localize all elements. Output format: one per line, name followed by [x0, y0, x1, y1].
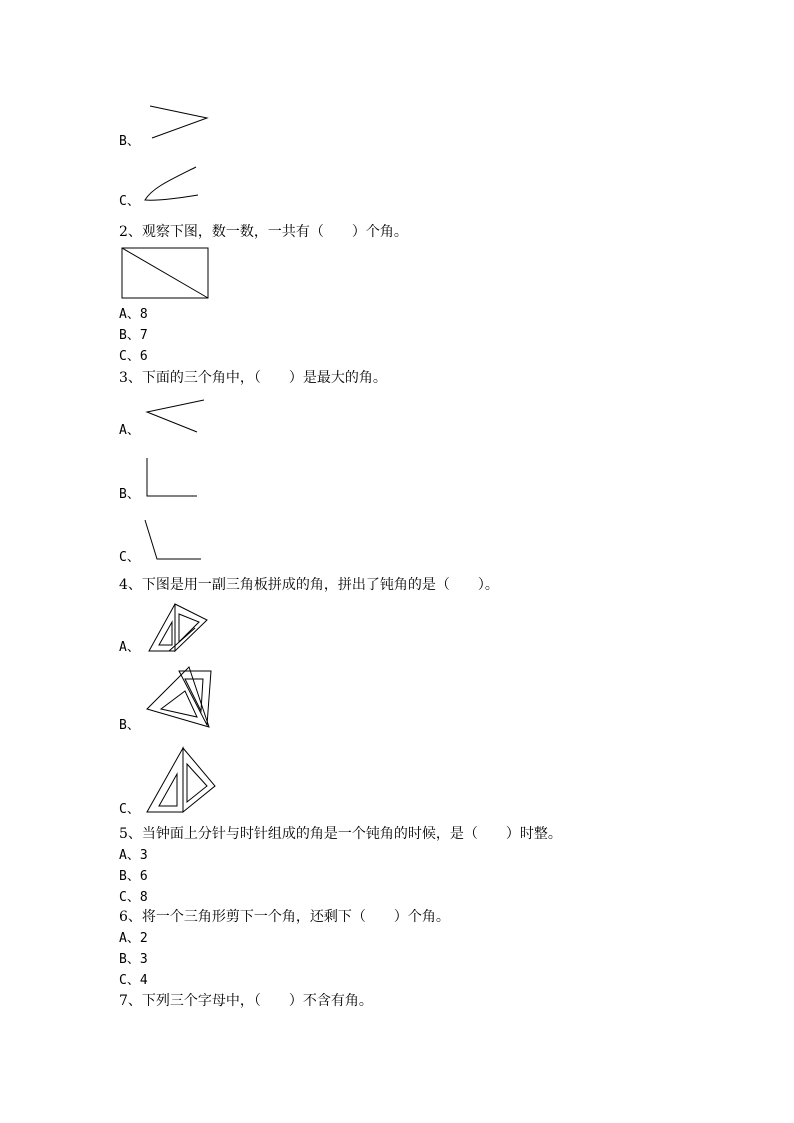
q1-option-b-angle-figure	[145, 100, 215, 145]
q3-question-text: 3、下面的三个角中，（ ）是最大的角。	[119, 370, 387, 386]
q6-option-a: A、2	[119, 931, 148, 946]
q1-option-c-label: C、	[119, 194, 140, 209]
q2-rectangle-diagonal-figure	[120, 246, 212, 301]
q4-option-a-set-squares-figure	[145, 600, 213, 655]
q6-question-text: 6、将一个三角形剪下一个角，还剩下（ ）个角。	[119, 909, 450, 925]
q2-option-a: A、8	[119, 307, 148, 322]
q3-option-a-label: A、	[119, 423, 140, 438]
q1-option-b-label: B、	[119, 134, 140, 149]
q4-question-text: 4、下图是用一副三角板拼成的角，拼出了钝角的是（ ）。	[119, 577, 499, 593]
q4-option-a-label: A、	[119, 640, 140, 655]
q4-option-c-set-squares-figure	[143, 744, 219, 816]
q5-question-text: 5、当钟面上分针与时针组成的角是一个钝角的时候，是（ ）时整。	[119, 826, 562, 842]
q1-option-c-angle-figure	[140, 162, 205, 210]
q4-option-b-set-squares-figure	[143, 663, 218, 731]
q2-option-c: C、6	[119, 349, 148, 364]
q4-option-c-label: C、	[119, 802, 140, 817]
q7-question-text: 7、下列三个字母中，（ ）不含有角。	[119, 993, 373, 1009]
q4-option-b-label: B、	[119, 718, 140, 733]
q5-option-a: A、3	[119, 848, 148, 863]
q3-option-c-obtuse-angle-figure	[140, 515, 206, 565]
q3-option-c-label: C、	[119, 550, 140, 565]
q3-option-b-right-angle-figure	[142, 455, 202, 500]
q2-question-text: 2、观察下图，数一数，一共有（ ）个角。	[119, 224, 408, 240]
q3-option-b-label: B、	[119, 487, 140, 502]
q3-option-a-acute-angle-figure	[142, 396, 210, 438]
q6-option-c: C、4	[119, 973, 148, 988]
q2-option-b: B、7	[119, 328, 148, 343]
q5-option-b: B、6	[119, 869, 148, 884]
q6-option-b: B、3	[119, 952, 148, 967]
q5-option-c: C、8	[119, 890, 148, 905]
